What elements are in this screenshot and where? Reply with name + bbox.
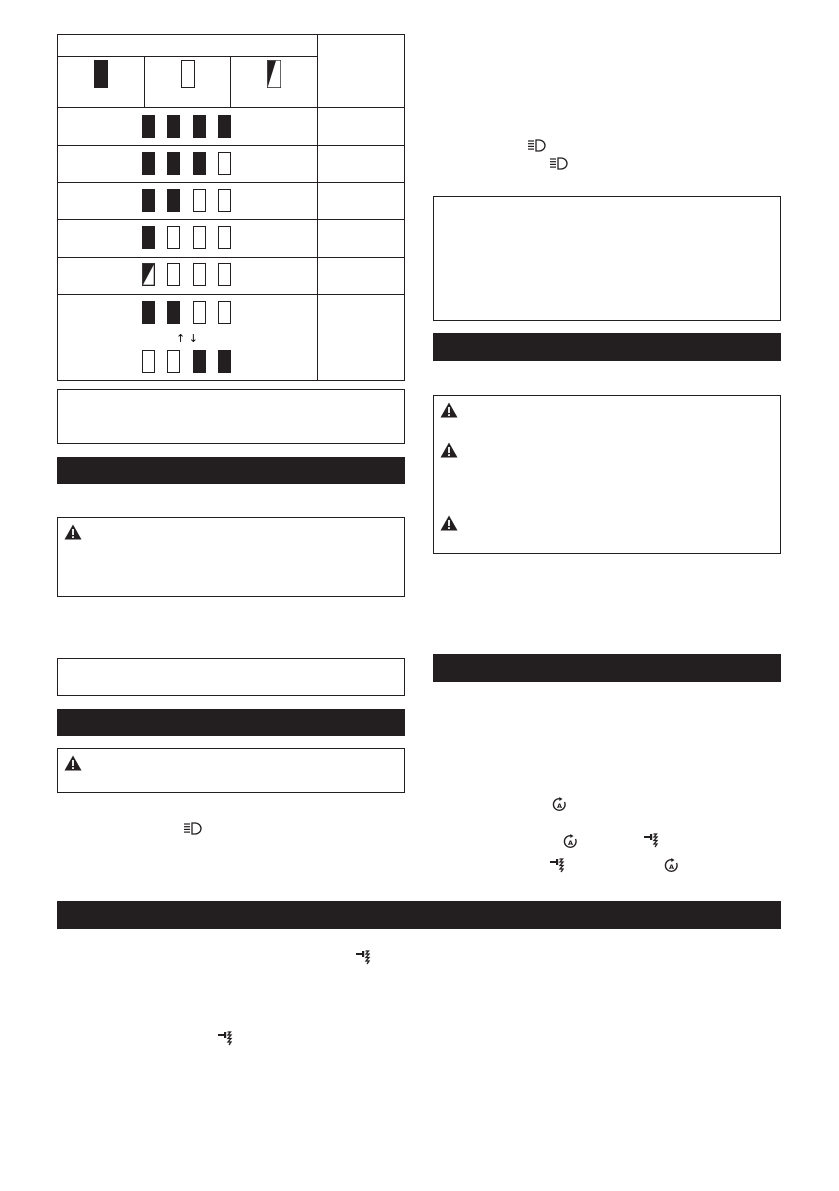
section-heading-bar: [57, 901, 781, 929]
section-heading-bar: [433, 654, 781, 682]
indicator-off-icon: [181, 60, 195, 88]
alternate-arrows: ↑ ↓: [176, 332, 198, 345]
lamp-icon: [183, 822, 203, 835]
tightening-mode-icon: [355, 949, 371, 965]
svg-text:A: A: [568, 839, 574, 847]
auto-stop-mode-icon: [563, 834, 578, 849]
auto-stop-mode-icon: [552, 797, 567, 812]
auto-stop-mode-icon: [664, 858, 679, 873]
note-box: [57, 389, 405, 444]
warning-triangle-icon: [440, 515, 458, 531]
lamp-icon: [527, 139, 547, 152]
caution-box: [433, 395, 781, 554]
svg-text:A: A: [557, 802, 563, 810]
section-heading-bar: [433, 333, 781, 361]
section-heading-bar: [57, 709, 405, 736]
tightening-mode-icon: [643, 832, 659, 848]
indicator-blinking-icon: [267, 60, 281, 88]
warning-triangle-icon: [440, 402, 458, 418]
warning-triangle-icon: [64, 524, 82, 540]
note-box: [433, 196, 781, 321]
warning-triangle-icon: [64, 755, 82, 771]
warning-triangle-icon: [440, 442, 458, 458]
tightening-mode-icon: [217, 1030, 233, 1046]
section-heading-bar: [57, 457, 405, 484]
note-box: [57, 658, 405, 696]
caution-box: [57, 748, 405, 793]
indicator-lighted-icon: [94, 60, 108, 88]
lamp-icon: [549, 157, 569, 170]
caution-box: [57, 517, 405, 597]
svg-text:A: A: [669, 863, 675, 871]
tightening-mode-icon: [549, 857, 565, 873]
indicator-half-icon: [142, 263, 155, 286]
